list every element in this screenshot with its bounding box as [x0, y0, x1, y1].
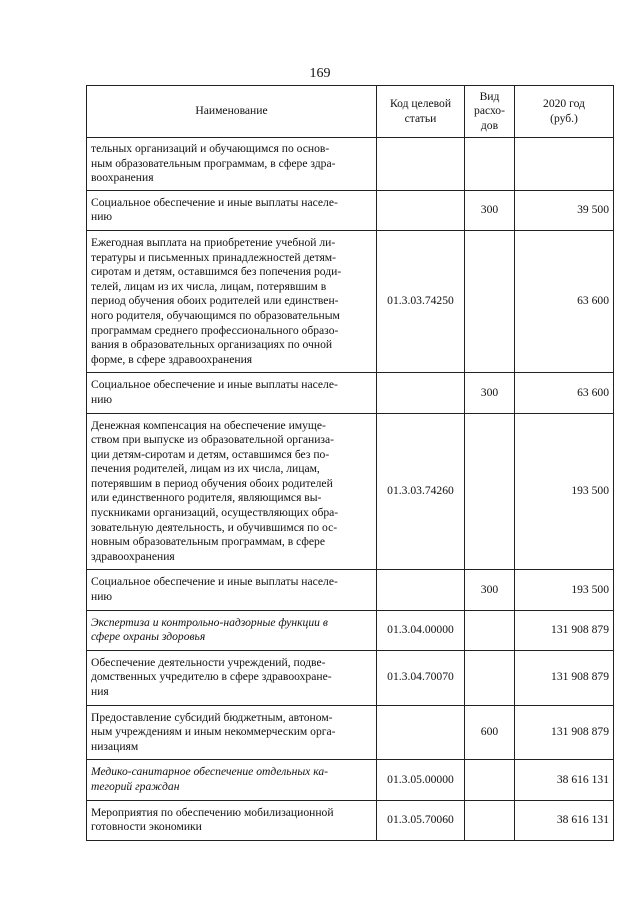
row-name-line: тегорий граждан: [91, 779, 180, 793]
row-amount: 63 600: [515, 230, 614, 372]
row-amount: 38 616 131: [515, 760, 614, 800]
table-row: [87, 230, 614, 372]
row-name-line: Денежная компенсация на обеспечение имуще-: [91, 418, 326, 432]
row-name: [87, 650, 377, 705]
row-name: [87, 760, 377, 800]
row-name-line: пускниками организаций, осуществляющих обра-: [91, 506, 339, 520]
row-name-line: программам среднего профессионального образо-: [91, 323, 339, 337]
row-name-line: Социальное обеспечение и иные выплаты населе-: [91, 378, 338, 392]
budget-table: [86, 85, 614, 841]
header-type-line: дов: [480, 118, 499, 132]
row-expense-type: [465, 413, 515, 570]
row-expense-type: [465, 650, 515, 705]
table-row: [87, 610, 614, 650]
row-amount: 131 908 879: [515, 650, 614, 705]
header-type-line: расхо-: [474, 104, 505, 118]
row-name-line: ным учреждениям и иным некоммерческим орга-: [91, 725, 336, 739]
row-code: [377, 138, 465, 191]
row-name-line: Мероприятия по обеспечению мобилизационной: [91, 805, 334, 819]
row-name-line: сиротам и детям, оставшимся без попечения роди-: [91, 265, 342, 279]
page-number: 169: [309, 66, 331, 81]
row-expense-type: [465, 138, 515, 191]
row-name-line: низациям: [91, 739, 139, 753]
row-expense-type: 300: [465, 373, 515, 413]
row-name-line: новным образовательным программам, в сфере: [91, 535, 325, 549]
row-code: 01.3.05.70060: [377, 800, 465, 840]
row-expense-type: [465, 800, 515, 840]
table-row: [87, 650, 614, 705]
row-name: [87, 373, 377, 413]
header-amount-line: (руб.): [550, 111, 578, 125]
header-type-line: Вид: [479, 89, 500, 103]
header-code-line: Код целевой: [389, 96, 452, 110]
row-name-line: Социальное обеспечение и иные выплаты населе-: [91, 575, 338, 589]
row-name: [87, 705, 377, 760]
row-amount: 63 600: [515, 373, 614, 413]
row-name-line: воохранения: [91, 171, 154, 185]
header-type: [465, 86, 515, 138]
row-name-line: форме, в сфере здравоохранения: [91, 352, 253, 366]
table-row: [87, 800, 614, 840]
row-name: [87, 570, 377, 610]
row-name-line: сфере охраны здоровья: [91, 630, 206, 644]
table-body: [87, 138, 614, 841]
row-name-line: тературы и письменных принадлежностей детям-: [91, 250, 337, 264]
row-name: [87, 190, 377, 230]
row-name-line: Предоставление субсидий бюджетным, автоном-: [91, 710, 333, 724]
row-name-line: ным образовательным программам, в сфере здра-: [91, 156, 336, 170]
table-row: [87, 190, 614, 230]
row-name-line: Экспертиза и контрольно-надзорные функции в: [91, 615, 328, 629]
row-name-line: ния: [91, 685, 109, 698]
row-name-line: потерявшим в период обучения обоих родителей: [91, 476, 333, 490]
row-name-line: телей, лицам из их числа, лицам, потерявшим в: [91, 279, 327, 293]
row-name-line: печения родителей, лицам из их числа, лицам,: [91, 462, 320, 476]
row-expense-type: [465, 610, 515, 650]
row-name-line: тельных организаций и обучающимся по основ-: [91, 142, 330, 155]
row-code: 01.3.03.74250: [377, 230, 465, 372]
row-code: 01.3.04.00000: [377, 610, 465, 650]
header-amount-line: 2020 год: [543, 96, 585, 110]
row-name-line: Ежегодная выплата на приобретение учебной ли-: [91, 235, 336, 249]
row-name-line: нию: [91, 392, 113, 406]
row-name-line: или единственного родителя, являющимся вы-: [91, 491, 322, 505]
table-row: [87, 138, 614, 191]
row-code: [377, 705, 465, 760]
row-name-line: здравоохранения: [91, 549, 175, 563]
row-name-line: Медико-санитарное обеспечение отдельных ка-: [91, 765, 329, 779]
row-code: 01.3.03.74260: [377, 413, 465, 570]
table-row: [87, 570, 614, 610]
row-amount: 193 500: [515, 413, 614, 570]
row-name: [87, 800, 377, 840]
row-amount: 38 616 131: [515, 800, 614, 840]
row-amount: [515, 138, 614, 191]
row-amount: 131 908 879: [515, 705, 614, 760]
row-name-line: нию: [91, 590, 113, 604]
row-name: [87, 610, 377, 650]
row-amount: 131 908 879: [515, 610, 614, 650]
row-code: [377, 570, 465, 610]
row-name-line: зовательную деятельность, и обучившимся по ос-: [91, 520, 338, 534]
row-name-line: период обучения обоих родителей или единствен-: [91, 294, 339, 308]
row-expense-type: 600: [465, 705, 515, 760]
row-name-line: Обеспечение деятельности учреждений, подве-: [91, 655, 326, 669]
row-name-line: нию: [91, 210, 113, 224]
header-name: [87, 86, 377, 138]
table-row: [87, 373, 614, 413]
row-amount: 193 500: [515, 570, 614, 610]
row-name-line: готовности экономики: [91, 820, 202, 834]
row-name-line: ством при выпуске из образовательной организа-: [91, 433, 334, 447]
row-code: 01.3.05.00000: [377, 760, 465, 800]
row-expense-type: [465, 760, 515, 800]
row-name-line: домственных учредителю в сфере здравоохране-: [91, 670, 332, 684]
row-name-line: Социальное обеспечение и иные выплаты населе-: [91, 195, 338, 209]
header-amount: [515, 86, 614, 138]
row-name: [87, 138, 377, 191]
table-header-row: [87, 86, 614, 138]
row-name: [87, 230, 377, 372]
row-code: [377, 190, 465, 230]
table-row: [87, 760, 614, 800]
row-expense-type: 300: [465, 570, 515, 610]
row-expense-type: [465, 230, 515, 372]
row-name: [87, 413, 377, 570]
row-amount: 39 500: [515, 190, 614, 230]
table-row: [87, 413, 614, 570]
header-code-line: статьи: [404, 111, 437, 125]
header-name-line: Наименование: [195, 104, 268, 118]
row-code: [377, 373, 465, 413]
header-code: [377, 86, 465, 138]
row-name-line: вания в образовательных организациях по очной: [91, 338, 333, 352]
table-row: [87, 705, 614, 760]
row-name-line: ции детям-сиротам и детям, оставшимся без по-: [91, 447, 330, 461]
row-name-line: ного родителя, обучающимся по образовательным: [91, 308, 340, 322]
row-expense-type: 300: [465, 190, 515, 230]
row-code: 01.3.04.70070: [377, 650, 465, 705]
